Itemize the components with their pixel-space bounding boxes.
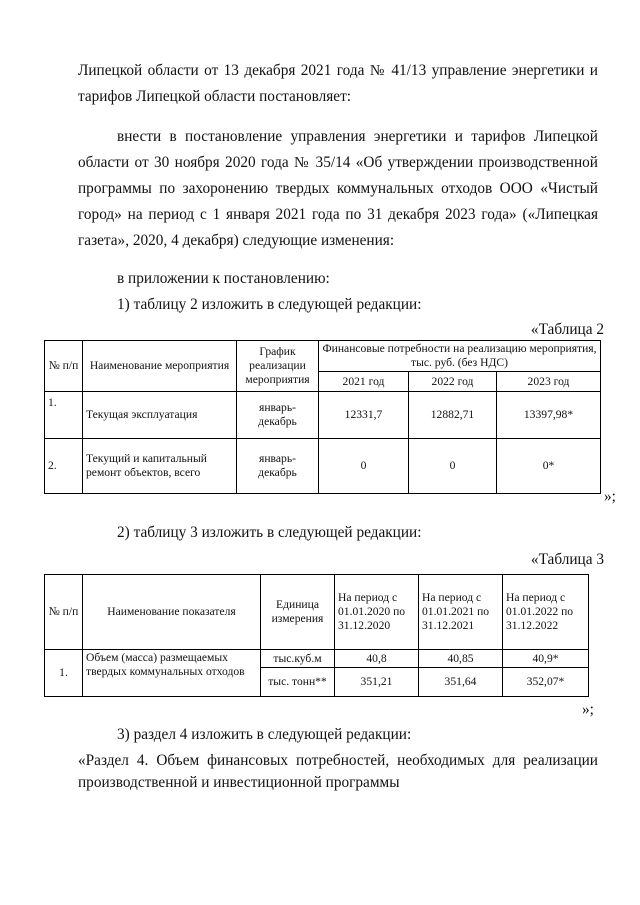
t3-r1-v2021: 40,85 — [419, 650, 503, 668]
t2-row2-num: 2. — [45, 439, 83, 494]
t2-row1-schedule: январь-декабрь — [237, 392, 319, 439]
t3-r1-v2020: 40,8 — [335, 650, 419, 668]
t3-r1-unit: тыс.куб.м — [261, 650, 335, 668]
table-2 — [44, 340, 601, 494]
t3-row-num: 1. — [45, 650, 83, 697]
t3-header-period-2020: На период с 01.01.2020 по 31.12.2020 — [335, 575, 419, 650]
t3-r1-v2022: 40,9* — [503, 650, 589, 668]
amend-line-2: области от 30 ноября 2020 года № 35/14 «Об утверждении производственной — [78, 154, 598, 171]
t3-r2-unit: тыс. тонн** — [261, 668, 335, 697]
t3-header-period-2021: На период с 01.01.2021 по 31.12.2021 — [419, 575, 503, 650]
t2-header-name: Наименование мероприятия — [83, 341, 237, 392]
amend-line-4: город» на период с 1 января 2021 года по 31 декабря 2023 года» («Липецкая — [78, 206, 598, 223]
t2-header-num: № п/п — [45, 341, 83, 392]
table-row — [45, 392, 601, 439]
table2-caption: «Таблица 2 — [530, 321, 604, 338]
table3-caption: «Таблица 3 — [530, 551, 604, 568]
t2-header-financial: Финансовые потребности на реализацию мероприятия, тыс. руб. (без НДС) — [319, 341, 601, 372]
t2-header-schedule: График реализации мероприятия — [237, 341, 319, 392]
amend-line-3: программы по захоронению твердых коммунальных отходов ООО «Чистый — [78, 180, 598, 197]
table3-end-quote: »; — [582, 701, 594, 718]
t3-r2-v2021: 351,64 — [419, 668, 503, 697]
amend-line-5: газета», 2020, 4 декабря) следующие изменения: — [78, 232, 395, 249]
amend-line-1: внести в постановление управления энергетики и тарифов Липецкой — [117, 128, 598, 145]
t3-header-num: № п/п — [45, 575, 83, 650]
t2-row2-v2023: 0* — [497, 439, 601, 494]
annex-text: в приложении к постановлению: — [117, 270, 330, 287]
table-row — [45, 650, 589, 668]
intro-line-1: Липецкой области от 13 декабря 2021 года № 41/13 управление энергетики и — [78, 62, 598, 79]
t2-row2-v2021: 0 — [319, 439, 409, 494]
t2-row1-v2021: 12331,7 — [319, 392, 409, 439]
t3-header-name: Наименование показателя — [83, 575, 261, 650]
item-1-text: 1) таблицу 2 изложить в следующей редакции: — [117, 296, 422, 313]
t2-row2-v2022: 0 — [409, 439, 497, 494]
section4-line-2: производственной и инвестиционной программы — [78, 774, 400, 791]
section4-line-1: «Раздел 4. Объем финансовых потребностей, необходимых для реализации — [78, 752, 598, 769]
t2-year-2021: 2021 год — [319, 372, 409, 392]
t2-row2-schedule: январь-декабрь — [237, 439, 319, 494]
t2-year-2022: 2022 год — [409, 372, 497, 392]
t3-row-name: Объем (масса) размещаемых твердых коммунальных отходов — [83, 650, 261, 697]
table-row — [45, 439, 601, 494]
item-2-text: 2) таблицу 3 изложить в следующей редакции: — [117, 524, 422, 541]
t2-row1-name: Текущая эксплуатация — [83, 392, 237, 439]
t2-row1-v2023: 13397,98* — [497, 392, 601, 439]
t2-year-2023: 2023 год — [497, 372, 601, 392]
table2-end-quote: »; — [604, 488, 616, 505]
t2-row1-v2022: 12882,71 — [409, 392, 497, 439]
t2-row1-num: 1. — [45, 392, 83, 439]
intro-line-2: тарифов Липецкой области постановляет: — [78, 88, 352, 105]
table-3 — [44, 574, 589, 697]
t3-header-period-2022: На период с 01.01.2022 по 31.12.2022 — [503, 575, 589, 650]
t3-header-unit: Единица измерения — [261, 575, 335, 650]
t3-r2-v2020: 351,21 — [335, 668, 419, 697]
t2-row2-name: Текущий и капитальный ремонт объектов, всего — [83, 439, 237, 494]
t3-r2-v2022: 352,07* — [503, 668, 589, 697]
item-3-text: 3) раздел 4 изложить в следующей редакции: — [117, 726, 412, 743]
